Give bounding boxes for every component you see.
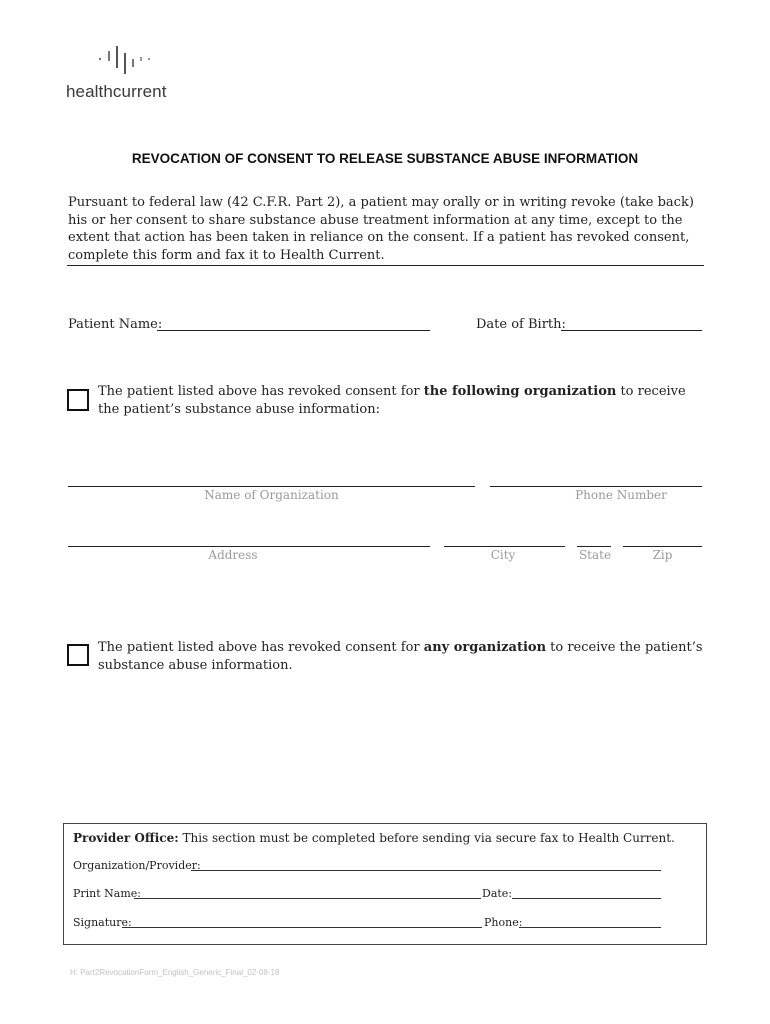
state-caption: State [578,548,612,562]
signature-label: Signature: [73,916,132,929]
organization-name-field[interactable] [68,486,475,487]
print-name-field[interactable] [134,898,481,899]
date-label: Date: [482,887,513,900]
signature-field[interactable] [122,927,482,928]
phone-number-field[interactable] [490,486,702,487]
state-field[interactable] [577,546,611,547]
dob-label: Date of Birth: [476,317,566,332]
following-organization-checkbox[interactable] [67,389,89,411]
option1-text: The patient listed above has revoked consent for the following organization to receive the patient’s substance abuse information: [98,384,686,417]
print-name-label: Print Name: [73,887,142,900]
address-field[interactable] [68,546,430,547]
form-title: REVOCATION OF CONSENT TO RELEASE SUBSTANCE ABUSE INFORMATION [131,151,639,166]
any-organization-checkbox[interactable] [67,644,89,666]
phone-field[interactable] [519,927,661,928]
sound-wave-bars-icon [94,44,184,80]
intro-paragraph: Pursuant to federal law (42 C.F.R. Part 2), a patient may orally or in writing revoke (take back) his or her consent to share substance abuse treatment information at any time, except to the extent that action has been taken in reliance on the consent. If a patient has revoked consent, complete this form and fax it to Health Current. [68,195,694,263]
dob-field[interactable] [561,330,702,331]
organization-provider-field[interactable] [191,870,661,871]
organization-provider-label: Organization/Provider: [73,859,201,872]
document-footer: H: Part2RevocationForm_English_Generic_Final_02-08-18 [70,968,280,977]
date-field[interactable] [512,898,661,899]
provider-office-section [63,823,707,945]
patient-name-field[interactable] [157,330,430,331]
address-caption: Address [208,548,258,562]
phone-label: Phone: [484,916,523,929]
organization-name-caption: Name of Organization [204,488,339,502]
logo-wordmark: healthcurrent [66,82,167,101]
zip-field[interactable] [623,546,702,547]
option2-text: The patient listed above has revoked consent for any organization to receive the patient’s substance abuse information. [98,640,703,673]
phone-number-caption: Phone Number [575,488,667,502]
intro-divider [67,265,704,266]
city-caption: City [490,548,516,562]
city-field[interactable] [444,546,565,547]
zip-caption: Zip [652,548,673,562]
patient-name-label: Patient Name: [68,317,163,332]
provider-office-heading: Provider Office: This section must be completed before sending via secure fax to Health Current. [73,831,675,845]
